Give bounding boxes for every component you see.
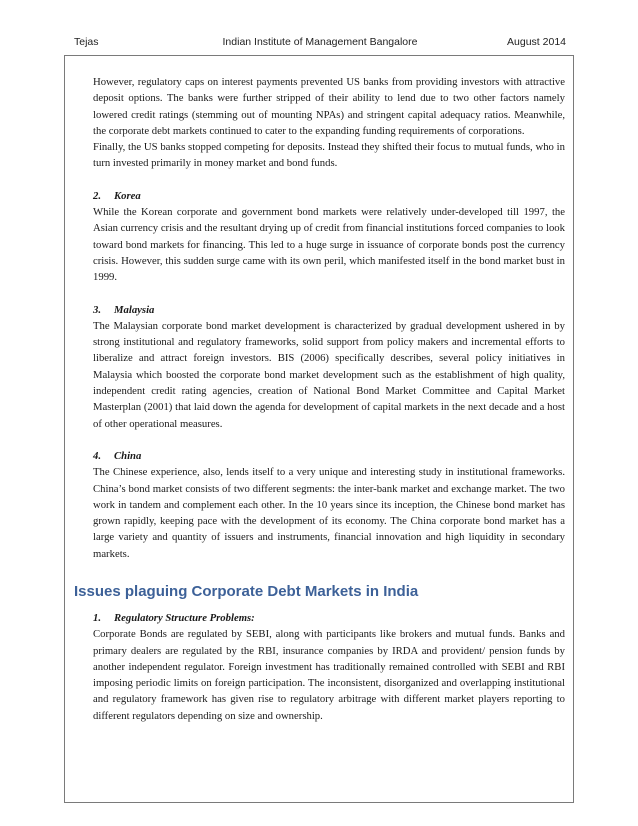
korea-title: Korea — [114, 189, 141, 202]
regulatory-body: Corporate Bonds are regulated by SEBI, along with participants like brokers and mutual funds. Banks and primary dealers are regulated by the RBI, insurance companies by IRDA and provident/ pension funds by another independent regulator. Foreign investment has traditionally remained controlled with SEBI and RBI imposing periodic limits on foreign participation. The inconsistent, disorganized and overlapping institutional and regulatory framework has given rise to regulatory arbitrage with different market players reporting to different regulators depending on size and ownership. — [93, 628, 565, 722]
us-paragraph-2: Finally, the US banks stopped competing for deposits. Instead they shifted their focus to mutual funds, who in turn invested primarily in money market and bond funds. — [93, 141, 565, 170]
china-title: China — [114, 449, 142, 462]
page-header — [74, 36, 566, 54]
header-author: Tejas — [74, 36, 99, 48]
malaysia-title: Malaysia — [114, 303, 155, 316]
china-body: The Chinese experience, also, lends itself to a very unique and interesting study in institutional frameworks. China’s bond market consists of two different segments: the inter-bank market and exchange market. The two work in tandem and complement each other. In the 10 years since its inception, the Chinese bond market has grown rapidly, keeping pace with the development of its economy. The China corporate bond market has a large variety and quantity of issuers and instruments, financial innovation and high liquidity in secondary markets. — [93, 466, 565, 560]
header-institution: Indian Institute of Management Bangalore — [222, 36, 418, 48]
malaysia-number: 3. — [93, 303, 102, 316]
main-content — [93, 74, 565, 562]
issues-content — [93, 610, 565, 724]
us-paragraph-1: However, regulatory caps on interest payments prevented US banks from providing investors with attractive deposit options. The banks were further stripped of their ability to lend due to two other factors namely lowered credit ratings (stemming out of mounting NPAs) and stringent capital adequacy ratios. Meanwhile, the corporate debt markets continued to cater to the expanding funding requirements of corporations. — [93, 76, 565, 137]
header-date: August 2014 — [507, 36, 566, 48]
korea-heading — [93, 188, 565, 204]
malaysia-heading — [93, 302, 565, 318]
malaysia-body: The Malaysian corporate bond market development is characterized by gradual development ushered in by strong institutional and regulatory frameworks, solid support from policy makers and incremental efforts to liberalize and attract foreign investors. BIS (2006) specifically describes, several policy initiatives in Malaysia which boosted the corporate bond market development such as the establishment of high quality, independent credit rating agencies, creation of National Bond Market Committee and Capital Market Masterplan (2001) that laid down the agenda for development of capital markets in the next decade and a host of other operational measures. — [93, 319, 565, 430]
regulatory-number: 1. — [93, 612, 102, 624]
korea-number: 2. — [93, 189, 102, 202]
china-heading — [93, 448, 565, 464]
china-number: 4. — [93, 449, 102, 462]
regulatory-heading — [93, 610, 565, 626]
korea-body: While the Korean corporate and government bond markets were relatively under-developed till 1997, the Asian currency crisis and the resultant drying up of credit from financial institutions forced companies to look toward bond markets for financing. This led to a huge surge in issuance of corporate bonds post the currency crisis. However, this sudden surge came with its own peril, which manifested itself in the bond market bust in 1999. — [93, 206, 565, 284]
regulatory-title: Regulatory Structure Problems: — [114, 612, 255, 624]
issues-section-title: Issues plaguing Corporate Debt Markets in India — [74, 583, 419, 600]
